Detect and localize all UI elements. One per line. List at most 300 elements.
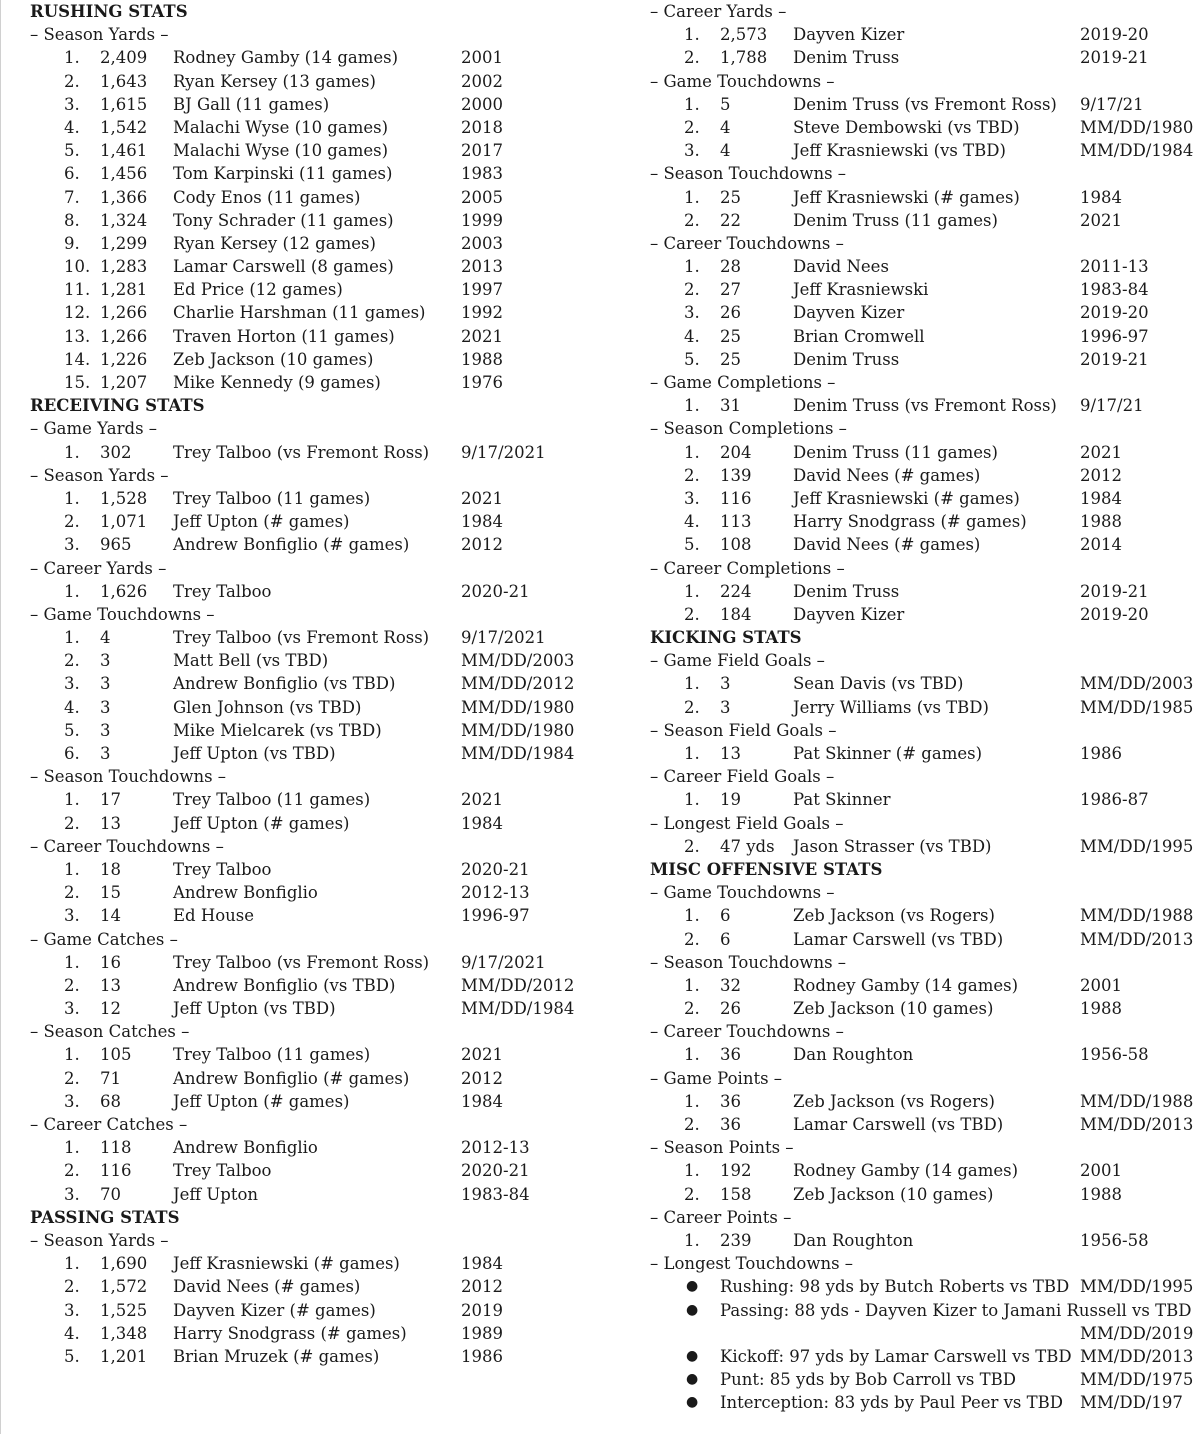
stat-date: 1988	[1080, 1184, 1122, 1204]
stat-rank: 1.	[64, 442, 80, 462]
stat-value: 302	[100, 442, 132, 462]
stat-date: MM/DD/2003	[1080, 674, 1194, 694]
stat-name: Rodney Gamby (14 games)	[793, 975, 1019, 995]
stat-value: 1,348	[100, 1323, 148, 1343]
stat-rank: 1.	[684, 906, 700, 926]
stat-value: 3	[720, 697, 731, 717]
stat-rank: 4.	[64, 697, 80, 717]
stat-rank: 4.	[64, 1323, 80, 1343]
stat-value: 1,542	[100, 117, 148, 137]
stat-rank: 3.	[64, 1091, 80, 1111]
stat-rank: 5.	[684, 349, 700, 369]
stat-rank: 5.	[64, 141, 80, 161]
stat-name: BJ Gall (11 games)	[173, 94, 330, 114]
bullet-icon: ●	[686, 1347, 699, 1364]
stat-row	[650, 394, 1204, 417]
stat-value: 3	[100, 697, 111, 717]
stat-name: Jeff Krasniewski	[793, 280, 929, 300]
stat-row	[30, 580, 610, 603]
stat-name: Jeff Upton (# games)	[173, 813, 350, 833]
section-title: RUSHING STATS	[30, 2, 188, 21]
stat-name: Mike Mielcarek (vs TBD)	[173, 720, 382, 740]
stat-date: 1984	[461, 813, 503, 833]
stat-value: 1,266	[100, 303, 148, 323]
stat-date: 2003	[461, 233, 503, 253]
stat-value: 105	[100, 1045, 132, 1065]
longest-td-text: Rushing: 98 yds by Butch Roberts vs TBD	[720, 1277, 1070, 1297]
stat-row	[30, 325, 610, 348]
stat-row	[650, 23, 1204, 46]
stat-value: 224	[720, 581, 752, 601]
stat-rank: 3.	[64, 94, 80, 114]
stat-rank: 2.	[684, 117, 700, 137]
stat-name: Brian Mruzek (# games)	[173, 1346, 380, 1366]
stat-row	[30, 278, 610, 301]
stat-value: 1,283	[100, 257, 148, 277]
stat-row	[30, 626, 610, 649]
stat-row	[650, 672, 1204, 695]
stat-name: Charlie Harshman (11 games)	[173, 303, 426, 323]
stat-date: MM/DD/1975	[1080, 1370, 1194, 1390]
stat-date: 1988	[1080, 999, 1122, 1019]
subsection-heading: – Season Yards –	[30, 465, 169, 485]
stat-rank: 2.	[64, 71, 80, 91]
subsection-heading: – Game Touchdowns –	[650, 883, 835, 903]
stat-value: 1,528	[100, 488, 148, 508]
stat-row	[30, 904, 610, 927]
stat-rank: 9.	[64, 233, 80, 253]
stat-name: Jeff Krasniewski (# games)	[793, 488, 1020, 508]
stat-rank: 6.	[64, 744, 80, 763]
stat-row	[650, 186, 1204, 209]
longest-td-item	[650, 1368, 1204, 1391]
stat-row	[30, 1159, 610, 1182]
stat-rank: 11.	[64, 280, 91, 300]
stat-name: Denim Truss (11 games)	[793, 442, 998, 462]
stat-value: 17	[100, 790, 121, 810]
stat-value: 2,573	[720, 25, 768, 45]
stat-value: 36	[720, 1045, 741, 1065]
stat-rank: 2.	[684, 465, 700, 485]
stat-date: 2021	[461, 488, 503, 508]
bullet-icon: ●	[686, 1301, 699, 1318]
stat-value: 1,299	[100, 233, 148, 253]
stat-rank: 1.	[64, 859, 80, 879]
subsection-heading: – Game Completions –	[650, 373, 836, 392]
stat-date: MM/DD/2003	[461, 651, 575, 671]
stat-rank: 1.	[684, 442, 700, 462]
stat-row	[650, 974, 1204, 997]
stat-date: 2001	[461, 48, 503, 68]
stat-date: 2013	[461, 257, 503, 277]
stat-value: 113	[720, 512, 752, 532]
stat-name: Ed Price (12 games)	[173, 280, 343, 300]
subsection-heading: – Season Catches –	[30, 1022, 190, 1042]
stat-date: 2012-13	[461, 883, 530, 903]
stat-value: 68	[100, 1091, 121, 1111]
stat-date: MM/DD/1980	[1080, 117, 1194, 137]
stat-date: 1984	[1080, 187, 1122, 207]
stat-rank: 2.	[684, 836, 700, 856]
stat-name: Steve Dembowski (vs TBD)	[793, 117, 1020, 137]
subsection-heading: – Longest Touchdowns –	[650, 1254, 854, 1274]
subsection-heading: – Career Completions –	[650, 558, 845, 578]
stat-name: Lamar Carswell (8 games)	[173, 257, 394, 277]
stat-name: Ed House	[173, 906, 255, 926]
stat-row	[30, 441, 610, 464]
stat-row	[30, 719, 610, 742]
stat-name: Jeff Upton (# games)	[173, 1091, 350, 1111]
stat-name: Trey Talboo (11 games)	[173, 790, 371, 810]
stat-row	[30, 139, 610, 162]
stat-name: Andrew Bonfiglio (vs TBD)	[173, 674, 396, 694]
stat-row	[650, 928, 1204, 951]
stat-row	[650, 1183, 1204, 1206]
stat-value: 1,690	[100, 1254, 148, 1274]
stat-value: 3	[100, 744, 111, 763]
stat-date: MM/DD/1988	[1080, 1091, 1194, 1111]
stat-row	[650, 788, 1204, 811]
stat-date: MM/DD/1980	[461, 697, 575, 717]
stat-date: 2019-20	[1080, 25, 1149, 45]
stat-date: 2005	[461, 187, 503, 207]
stat-name: Zeb Jackson (vs Rogers)	[793, 1091, 995, 1111]
stat-date: 2017	[461, 141, 503, 161]
stat-date: 1988	[461, 349, 503, 369]
stat-rank: 5.	[684, 535, 700, 555]
longest-td-item	[650, 1299, 1204, 1322]
stat-name: Denim Truss	[793, 581, 900, 601]
stat-rank: 2.	[64, 1277, 80, 1297]
stat-value: 13	[720, 744, 741, 763]
stat-name: Dayven Kizer	[793, 604, 905, 624]
stat-date: 2021	[461, 326, 503, 346]
stat-value: 1,525	[100, 1300, 148, 1320]
stat-row	[650, 139, 1204, 162]
stat-rank: 1.	[64, 1254, 80, 1274]
stat-rank: 1.	[684, 94, 700, 114]
stat-name: Cody Enos (11 games)	[173, 187, 361, 207]
stat-row	[30, 1090, 610, 1113]
stat-date: 1992	[461, 303, 503, 323]
stat-name: Rodney Gamby (14 games)	[173, 48, 399, 68]
stat-date: 2019-20	[1080, 604, 1149, 624]
stat-value: 1,572	[100, 1277, 148, 1297]
stat-row	[30, 371, 610, 394]
stat-date: 2001	[1080, 1161, 1122, 1181]
stat-date: 2011-13	[1080, 257, 1149, 277]
stat-date: 1989	[461, 1323, 503, 1343]
stat-row	[30, 1067, 610, 1090]
subsection-heading: – Season Completions –	[650, 419, 847, 439]
stat-rank: 1.	[64, 628, 80, 648]
subsection-heading: – Season Touchdowns –	[30, 767, 227, 787]
stat-rank: 4.	[64, 117, 80, 137]
bullet-icon: ●	[686, 1278, 699, 1295]
stat-value: 1,788	[720, 48, 768, 68]
stat-date: MM/DD/197	[1080, 1393, 1183, 1413]
stat-date: 2020-21	[461, 859, 530, 879]
stat-date: 1983-84	[1080, 280, 1149, 300]
stat-value: 4	[720, 117, 731, 137]
stat-name: David Nees (# games)	[793, 535, 981, 555]
stat-name: Mike Kennedy (9 games)	[173, 373, 381, 392]
stat-row	[650, 835, 1204, 858]
stat-date: 2021	[1080, 442, 1122, 462]
stat-date: 2021	[461, 1045, 503, 1065]
stat-rank: 12.	[64, 303, 91, 323]
stat-value: 13	[100, 813, 121, 833]
stat-name: Harry Snodgrass (# games)	[173, 1323, 407, 1343]
stat-date: 1986-87	[1080, 790, 1149, 810]
stat-rank: 10.	[64, 257, 91, 277]
bullet-icon: ●	[686, 1394, 699, 1411]
stat-name: Lamar Carswell (vs TBD)	[793, 1115, 1004, 1134]
stat-date: MM/DD/1980	[461, 720, 575, 740]
section-title: RECEIVING STATS	[30, 396, 205, 416]
stat-date: 2001	[1080, 975, 1122, 995]
stat-name: Pat Skinner	[793, 790, 891, 810]
subsection-heading: – Longest Field Goals –	[650, 813, 844, 833]
stat-name: Malachi Wyse (10 games)	[173, 117, 389, 137]
stat-date: MM/DD/2012	[461, 674, 575, 694]
stat-row	[30, 881, 610, 904]
stat-rank: 1.	[684, 975, 700, 995]
stat-rank: 2.	[64, 883, 80, 903]
stat-name: Andrew Bonfiglio	[173, 883, 318, 903]
stat-rank: 2.	[64, 651, 80, 671]
stat-value: 1,324	[100, 210, 148, 230]
longest-td-item	[650, 1322, 1204, 1345]
stat-date: 2018	[461, 117, 503, 137]
stat-value: 19	[720, 790, 741, 810]
stat-rank: 2.	[64, 813, 80, 833]
stat-name: Trey Talboo	[173, 1161, 272, 1181]
stat-name: Andrew Bonfiglio (# games)	[173, 1068, 410, 1088]
stat-date: 1976	[461, 373, 503, 392]
stat-value: 32	[720, 975, 741, 995]
stat-rank: 2.	[684, 1115, 700, 1134]
stat-rank: 4.	[684, 512, 700, 532]
stat-row	[30, 162, 610, 185]
stat-name: Tony Schrader (11 games)	[173, 210, 394, 230]
stat-value: 18	[100, 859, 121, 879]
stat-value: 1,456	[100, 164, 148, 184]
subsection-heading: – Career Points –	[650, 1207, 792, 1227]
stat-row	[30, 788, 610, 811]
stat-row	[30, 70, 610, 93]
stat-rank: 5.	[64, 1346, 80, 1366]
stat-value: 1,366	[100, 187, 148, 207]
stat-value: 1,266	[100, 326, 148, 346]
stat-value: 3	[100, 674, 111, 694]
stat-value: 1,207	[100, 373, 148, 392]
stat-date: 2014	[1080, 535, 1122, 555]
subsection-heading: – Game Catches –	[30, 929, 178, 949]
stat-rank: 1.	[64, 1045, 80, 1065]
subsection-heading: – Game Field Goals –	[650, 651, 825, 671]
stat-rank: 1.	[684, 257, 700, 277]
stat-row	[650, 603, 1204, 626]
stat-rank: 2.	[684, 999, 700, 1019]
stat-date: 2012	[461, 1068, 503, 1088]
stat-row	[650, 441, 1204, 464]
stat-rank: 1.	[684, 790, 700, 810]
longest-td-item	[650, 1345, 1204, 1368]
stat-rank: 2.	[64, 1068, 80, 1088]
stat-date: 1956-58	[1080, 1045, 1149, 1065]
stat-row	[650, 93, 1204, 116]
stat-rank: 1.	[64, 488, 80, 508]
stat-name: Brian Cromwell	[793, 326, 925, 346]
stat-row	[30, 1345, 610, 1368]
section-title: MISC OFFENSIVE STATS	[650, 859, 883, 879]
stat-value: 28	[720, 257, 741, 277]
subsection-heading: – Game Touchdowns –	[650, 71, 835, 91]
subsection-heading: – Season Touchdowns –	[650, 164, 847, 184]
stat-value: 27	[720, 280, 741, 300]
stat-name: Zeb Jackson (10 games)	[793, 999, 994, 1019]
stat-rank: 1.	[64, 952, 80, 972]
stat-row	[30, 1043, 610, 1066]
stat-row	[650, 1229, 1204, 1252]
subsection-heading: – Career Touchdowns –	[650, 233, 844, 253]
stat-name: Andrew Bonfiglio (# games)	[173, 535, 410, 555]
stat-value: 204	[720, 442, 752, 462]
stat-rank: 1.	[684, 674, 700, 694]
stat-row	[650, 348, 1204, 371]
stat-date: MM/DD/1984	[461, 744, 575, 763]
stat-row	[650, 1159, 1204, 1182]
longest-td-text: Interception: 83 yds by Paul Peer vs TBD	[720, 1393, 1063, 1413]
stat-rank: 1.	[64, 790, 80, 810]
stat-date: 2012	[1080, 465, 1122, 485]
stat-value: 4	[720, 141, 731, 161]
stat-rank: 1.	[684, 1161, 700, 1181]
stat-rank: 3.	[64, 1184, 80, 1204]
bullet-icon: ●	[686, 1371, 699, 1388]
stat-value: 108	[720, 535, 752, 555]
longest-td-text: Passing: 88 yds - Dayven Kizer to Jamani Russell vs TBD	[720, 1300, 1192, 1320]
stat-name: David Nees (# games)	[793, 465, 981, 485]
stat-row	[30, 301, 610, 324]
stat-value: 5	[720, 94, 731, 114]
left-column	[30, 0, 610, 1368]
stat-value: 1,615	[100, 94, 148, 114]
stat-name: David Nees (# games)	[173, 1277, 361, 1297]
stat-name: Dayven Kizer	[793, 25, 905, 45]
stat-name: Trey Talboo (vs Fremont Ross)	[173, 952, 430, 972]
stat-name: Dan Roughton	[793, 1045, 914, 1065]
stat-date: 9/17/2021	[461, 952, 546, 972]
stat-row	[650, 255, 1204, 278]
stat-name: Ryan Kersey (13 games)	[173, 71, 376, 91]
stat-value: 36	[720, 1091, 741, 1111]
stat-rank: 3.	[64, 535, 80, 555]
stat-name: Jeff Krasniewski (# games)	[793, 187, 1020, 207]
stat-name: Glen Johnson (vs TBD)	[173, 697, 362, 717]
stat-date: MM/DD/2013	[1080, 1115, 1194, 1134]
stat-row	[30, 232, 610, 255]
stat-value: 16	[100, 952, 121, 972]
stat-value: 70	[100, 1184, 121, 1204]
stat-name: Trey Talboo (11 games)	[173, 488, 371, 508]
stat-rank: 2.	[64, 975, 80, 995]
stat-rank: 1.	[684, 1230, 700, 1250]
subsection-heading: – Season Field Goals –	[650, 720, 837, 740]
stat-name: David Nees	[793, 257, 889, 277]
stat-value: 12	[100, 999, 121, 1019]
stat-rank: 2.	[684, 604, 700, 624]
stat-date: 2012	[461, 535, 503, 555]
stat-date: 2019-21	[1080, 48, 1149, 68]
stat-rank: 2.	[684, 280, 700, 300]
stat-name: Denim Truss (vs Fremont Ross)	[793, 396, 1057, 416]
stat-row	[650, 46, 1204, 69]
stat-value: 36	[720, 1115, 741, 1134]
stat-row	[30, 858, 610, 881]
stat-rank: 1.	[64, 581, 80, 601]
stat-rank: 1.	[684, 744, 700, 763]
stat-rank: 3.	[64, 906, 80, 926]
stat-name: Andrew Bonfiglio	[173, 1138, 318, 1158]
stat-rank: 3.	[684, 488, 700, 508]
stat-rank: 6.	[64, 164, 80, 184]
stat-rank: 4.	[684, 326, 700, 346]
stat-name: Trey Talboo (11 games)	[173, 1045, 371, 1065]
stat-date: 1996-97	[461, 906, 530, 926]
stat-value: 26	[720, 303, 741, 323]
stat-date: 1996-97	[1080, 326, 1149, 346]
subsection-heading: – Season Yards –	[30, 1230, 169, 1250]
stat-rank: 1.	[64, 1138, 80, 1158]
stat-name: Dayven Kizer (# games)	[173, 1300, 376, 1320]
stat-rank: 2.	[64, 1161, 80, 1181]
stat-rank: 3.	[64, 1300, 80, 1320]
stat-name: Matt Bell (vs TBD)	[173, 651, 329, 671]
stat-name: Zeb Jackson (10 games)	[173, 349, 374, 369]
stat-date: MM/DD/1984	[1080, 141, 1194, 161]
stat-rank: 13.	[64, 326, 91, 346]
stat-date: 2012	[461, 1277, 503, 1297]
stat-row	[30, 116, 610, 139]
stat-row	[30, 812, 610, 835]
stat-name: Sean Davis (vs TBD)	[793, 674, 964, 694]
stat-rank: 1.	[684, 581, 700, 601]
stat-value: 25	[720, 349, 741, 369]
stat-name: Jeff Upton	[173, 1184, 259, 1204]
stat-name: Lamar Carswell (vs TBD)	[793, 929, 1004, 949]
stat-row	[650, 580, 1204, 603]
stat-name: Dayven Kizer	[793, 303, 905, 323]
stat-name: Andrew Bonfiglio (vs TBD)	[173, 975, 396, 995]
stat-rank: 1.	[684, 25, 700, 45]
stat-name: Zeb Jackson (10 games)	[793, 1184, 994, 1204]
stat-row	[30, 951, 610, 974]
stat-row	[30, 533, 610, 556]
stat-row	[30, 46, 610, 69]
stat-value: 192	[720, 1161, 752, 1181]
stat-name: Harry Snodgrass (# games)	[793, 512, 1027, 532]
stat-rank: 3.	[64, 999, 80, 1019]
stat-rank: 2.	[64, 512, 80, 532]
longest-td-item	[650, 1275, 1204, 1298]
subsection-heading: – Season Yards –	[30, 25, 169, 45]
stat-name: Denim Truss	[793, 48, 900, 68]
stat-name: Rodney Gamby (14 games)	[793, 1161, 1019, 1181]
stat-row	[30, 255, 610, 278]
stat-row	[30, 487, 610, 510]
